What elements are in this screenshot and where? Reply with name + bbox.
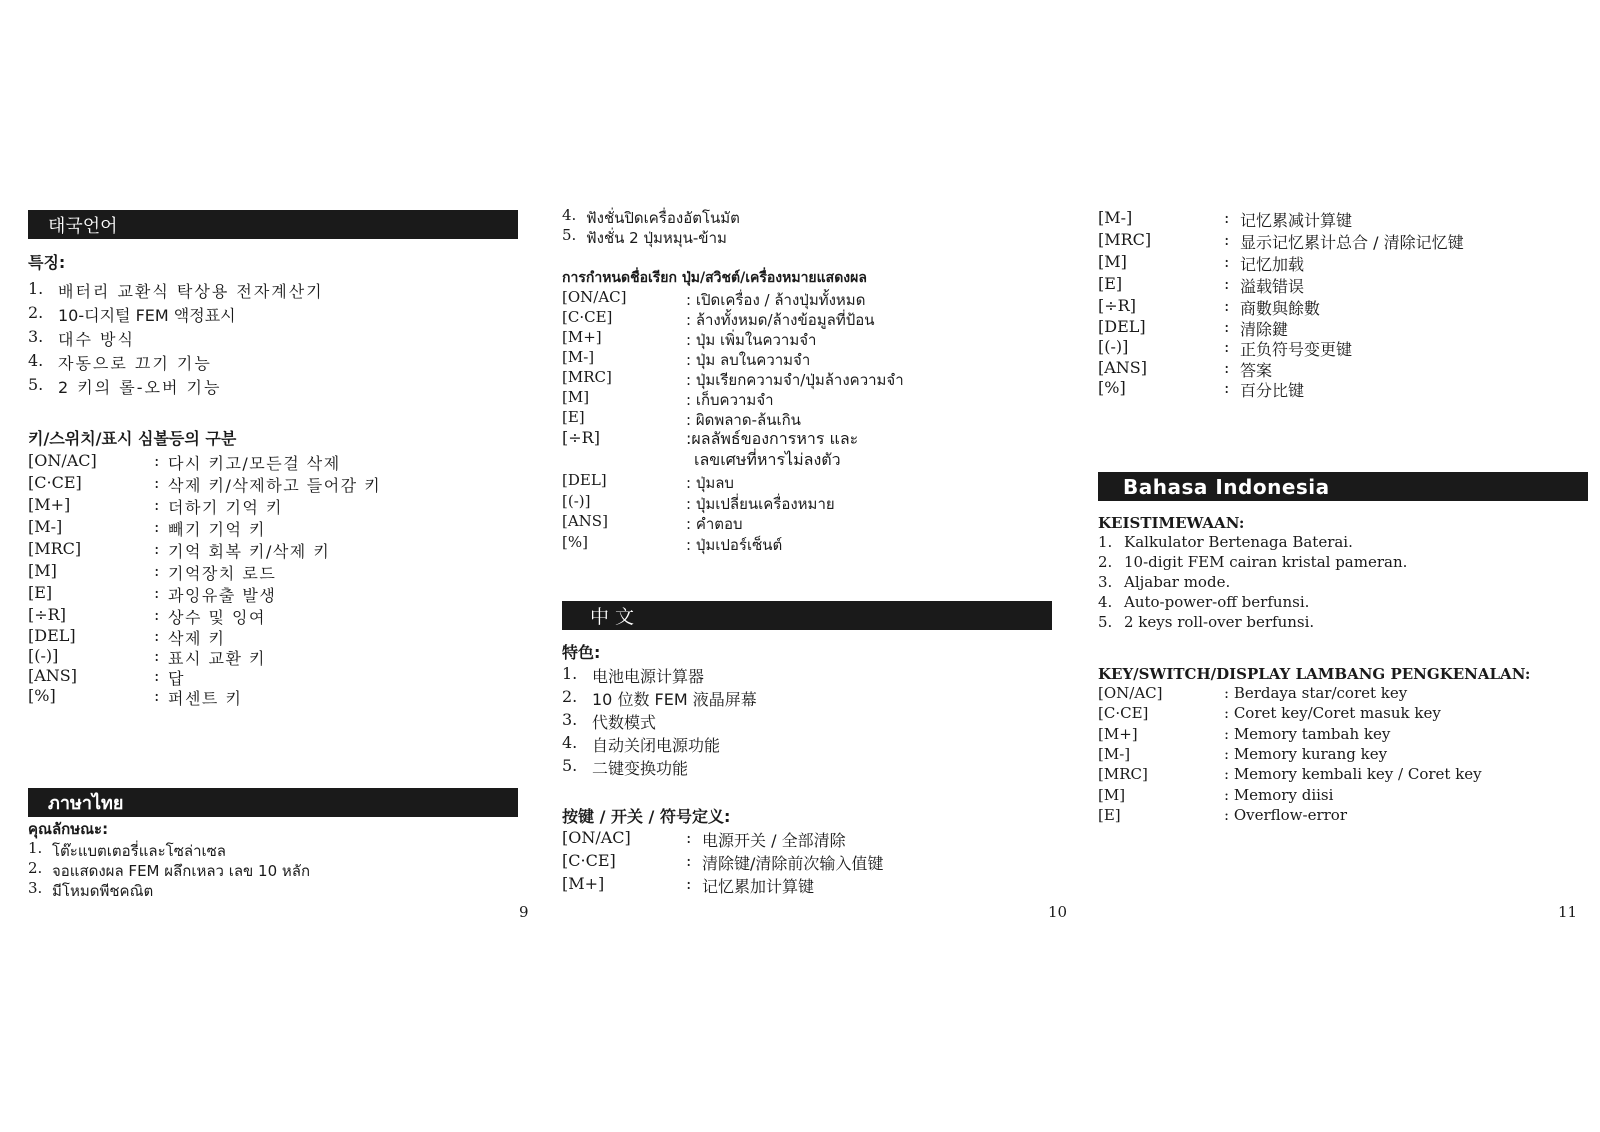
table-row — [562, 328, 1052, 348]
key-desc: : Memory diisi — [1224, 786, 1334, 804]
thai-section-banner — [28, 788, 518, 817]
table-row — [562, 512, 1052, 533]
indonesian-keys — [1098, 664, 1588, 826]
thai-keys-table — [562, 288, 1052, 553]
table-row — [562, 388, 1052, 408]
indonesian-features — [1098, 513, 1588, 633]
table-row: [÷R] : 상수 및 잉여 — [28, 605, 518, 626]
key-desc: 더하기 기억 키 — [168, 498, 283, 517]
key-label: [÷R] — [562, 428, 600, 447]
key-desc: : Memory kembali key / Coret key — [1224, 765, 1482, 783]
key-label: [÷R] — [28, 605, 66, 624]
item-number: 4. — [562, 733, 578, 752]
key-label: [%] — [562, 533, 588, 551]
table-row: [ANS] : 답 — [28, 666, 518, 686]
table-row — [562, 368, 1052, 388]
table-row — [562, 533, 1052, 553]
key-label: [DEL] — [562, 471, 607, 489]
item-text: ฟังชั่น 2 ปุ่มหมุน-ข้าม — [586, 229, 727, 247]
key-desc: : คำตอบ — [686, 515, 743, 533]
table-row: [M] : 기억장치 로드 — [28, 561, 518, 583]
page-10 — [562, 0, 1068, 1132]
table-row — [1098, 745, 1588, 765]
table-row: [C·CE] : 清除键/清除前次输入值键 — [562, 851, 1052, 874]
key-desc: 正负符号变更键 — [1240, 340, 1353, 359]
key-label: [M] — [562, 388, 590, 406]
chinese-keys-table-continued — [1098, 208, 1588, 398]
key-desc: : เปิดเครื่อง / ล้างปุ่มทั้งหมด — [686, 291, 866, 309]
list-item — [562, 687, 1052, 710]
item-number: 3. — [1098, 573, 1113, 591]
key-label: [ON/AC] — [562, 828, 631, 847]
key-label: [C·CE] — [1098, 704, 1149, 722]
table-row — [1098, 786, 1588, 806]
item-number: 2. — [562, 687, 578, 706]
list-item — [1098, 573, 1588, 593]
key-label: [M-] — [1098, 208, 1133, 227]
item-text: จอแสดงผล FEM ผลึกเหลว เลข 10 หลัก — [52, 862, 311, 880]
list-item — [1098, 553, 1588, 573]
key-desc: 기억 회복 키/삭제 키 — [168, 542, 331, 561]
key-desc: : ปุ่ม ลบในความจำ — [686, 351, 811, 369]
chinese-keys-heading: 按键 / 开关 / 符号定义: — [562, 807, 731, 826]
key-desc: : Memory tambah key — [1224, 725, 1391, 743]
indonesian-keys-table — [1098, 684, 1588, 826]
key-label: [%] — [1098, 378, 1126, 397]
item-text: 대수 방식 — [58, 330, 135, 349]
thai-features-heading: คุณลักษณะ: — [28, 820, 109, 838]
korean-features — [28, 252, 518, 399]
key-desc: : ผิดพลาด-ล้นเกิน — [686, 411, 801, 429]
indonesian-keys-heading: KEY/SWITCH/DISPLAY LAMBANG PENGKENALAN: — [1098, 665, 1531, 683]
list-item — [28, 279, 518, 303]
item-number: 1. — [28, 279, 44, 298]
item-number: 1. — [28, 839, 43, 857]
key-desc: : Overflow-error — [1224, 806, 1348, 824]
key-label: [MRC] — [1098, 765, 1148, 783]
list-item — [28, 375, 518, 399]
key-label: [(-)] — [1098, 337, 1129, 356]
korean-keys-table — [28, 451, 518, 706]
key-desc: 표시 교환 키 — [168, 649, 266, 668]
korean-keys-heading: 키/스위치/표시 심볼등의 구분 — [28, 429, 237, 448]
key-desc: 상수 및 잉여 — [168, 608, 266, 627]
thai-keys — [562, 268, 1052, 553]
table-row — [1098, 806, 1588, 826]
table-row: [M-] : 记忆累减计算键 — [1098, 208, 1588, 230]
key-desc: 기억장치 로드 — [168, 564, 277, 583]
table-row: [DEL] : 삭제 키 — [28, 626, 518, 646]
key-desc — [686, 428, 1052, 471]
item-text: 电池电源计算器 — [592, 667, 705, 686]
key-desc: 답 — [168, 669, 185, 688]
key-label: [E] — [562, 408, 585, 426]
item-text: 10-digit FEM cairan kristal pameran. — [1124, 553, 1408, 571]
key-label: [M-] — [562, 348, 595, 366]
key-desc: 电源开关 / 全部清除 — [702, 831, 846, 850]
key-label: [M] — [1098, 786, 1126, 804]
korean-keys — [28, 428, 518, 706]
list-item — [562, 206, 1052, 226]
item-text: โต๊ะแบตเตอรี่และโซล่าเซล — [52, 842, 226, 860]
key-desc: : ปุ่มเปลี่ยนเครื่องหมาย — [686, 495, 835, 513]
key-desc: 显示记忆累计总合 / 清除记忆键 — [1240, 233, 1464, 252]
list-item — [562, 710, 1052, 733]
thai-features-continued — [562, 206, 1052, 246]
key-desc: 记忆加载 — [1240, 255, 1305, 274]
item-text: 二键变换功能 — [592, 759, 689, 778]
key-label: [E] — [1098, 274, 1123, 293]
table-row: [ON/AC] : 电源开关 / 全部清除 — [562, 828, 1052, 851]
key-label: [ON/AC] — [1098, 684, 1163, 702]
key-desc-line-2: เลขเศษที่หารไม่ลงตัว — [694, 450, 841, 469]
item-text: Aljabar mode. — [1124, 573, 1231, 591]
key-label: [M+] — [1098, 725, 1138, 743]
key-desc: 商數與餘數 — [1240, 299, 1321, 318]
table-row — [1098, 704, 1588, 725]
key-label: [M-] — [1098, 745, 1131, 763]
list-item — [562, 664, 1052, 687]
item-number: 3. — [28, 327, 44, 346]
item-text: 배터리 교환식 탁상용 전자계산기 — [58, 282, 324, 301]
key-desc: : เก็บความจำ — [686, 391, 774, 409]
table-row — [562, 492, 1052, 512]
indonesian-features-heading: KEISTIMEWAAN: — [1098, 514, 1245, 532]
key-desc: 答案 — [1240, 361, 1273, 380]
list-item — [1098, 533, 1588, 553]
banner-text: 中文 — [590, 606, 641, 628]
table-row: [ANS] : 答案 — [1098, 358, 1588, 378]
key-desc: 记忆累减计算键 — [1240, 211, 1353, 230]
key-desc-line-1: :ผลลัพธ์ของการหาร และ — [686, 429, 859, 448]
table-row: [ON/AC] : 다시 키고/모든걸 삭제 — [28, 451, 518, 473]
key-label: [M] — [28, 561, 57, 580]
item-number: 4. — [562, 206, 577, 224]
key-desc: : Coret key/Coret masuk key — [1224, 704, 1441, 722]
item-text: 自动关闭电源功能 — [592, 736, 721, 755]
table-row — [562, 408, 1052, 428]
key-desc: 清除鍵 — [1240, 320, 1289, 339]
list-item — [28, 879, 518, 899]
page-number: 11 — [1558, 903, 1578, 921]
item-text: 2 키의 롤-오버 기능 — [58, 378, 222, 397]
list-item — [1098, 593, 1588, 613]
list-item — [28, 839, 518, 859]
key-label: [DEL] — [1098, 317, 1146, 336]
item-number: 4. — [1098, 593, 1113, 611]
item-text: มีโหมดพีชคณิต — [52, 882, 154, 900]
table-row: [M-] : 빼기 기억 키 — [28, 517, 518, 539]
indonesian-features-list — [1098, 533, 1588, 633]
key-desc: : Berdaya star/coret key — [1224, 684, 1408, 702]
key-label: [C·CE] — [562, 851, 616, 870]
key-desc: 다시 키고/모든걸 삭제 — [168, 454, 341, 473]
key-label: [M+] — [562, 328, 602, 346]
korean-features-heading: 특징: — [28, 253, 66, 272]
table-row — [562, 428, 1052, 471]
item-number: 5. — [28, 375, 44, 394]
table-row: [E] : 과잉유출 발생 — [28, 583, 518, 605]
item-number: 2. — [28, 859, 43, 877]
list-item — [1098, 613, 1588, 633]
key-label: [M+] — [562, 874, 605, 893]
page-number: 10 — [1048, 903, 1068, 921]
key-label: [C·CE] — [562, 308, 613, 326]
list-item — [28, 327, 518, 351]
key-desc: 퍼센트 키 — [168, 689, 243, 708]
key-desc: 삭제 키/삭제하고 들어감 키 — [168, 476, 382, 495]
table-row — [562, 471, 1052, 492]
key-label: [M-] — [28, 517, 63, 536]
chinese-keys-table — [562, 828, 1052, 897]
table-row — [1098, 765, 1588, 786]
korean-features-list — [28, 279, 518, 399]
key-label: [ANS] — [562, 512, 608, 530]
item-number: 2. — [1098, 553, 1113, 571]
chinese-features-list — [562, 664, 1052, 779]
item-text: 代数模式 — [592, 713, 657, 732]
thai-features — [28, 819, 518, 899]
item-number: 4. — [28, 351, 44, 370]
chinese-features — [562, 642, 1052, 779]
table-row: [DEL] : 清除鍵 — [1098, 317, 1588, 337]
thai-keys-heading: การกำหนดชื่อเรียก ปุ่ม/สวิชต์/เครื่องหมายแสดงผล — [562, 270, 867, 286]
item-number: 3. — [28, 879, 43, 897]
key-label: [DEL] — [28, 626, 76, 645]
key-label: [ON/AC] — [562, 288, 627, 306]
key-label: [(-)] — [562, 492, 591, 510]
chinese-keys-continued — [1098, 208, 1588, 398]
table-row — [562, 288, 1052, 308]
table-row: [(-)] : 正负符号变更键 — [1098, 337, 1588, 358]
key-desc: 빼기 기억 키 — [168, 520, 266, 539]
key-desc: 记忆累加计算键 — [702, 877, 815, 896]
banner-text: 태국언어 — [48, 215, 118, 237]
list-item — [562, 733, 1052, 756]
chinese-section-banner — [562, 601, 1052, 630]
key-desc: 삭제 키 — [168, 629, 226, 648]
key-desc: : ล้างทั้งหมด/ล้างข้อมูลที่ป้อน — [686, 311, 875, 329]
item-number: 5. — [562, 226, 577, 244]
page-number: 9 — [519, 903, 529, 921]
item-number: 2. — [28, 303, 44, 322]
table-row: [%] : 퍼센트 키 — [28, 686, 518, 706]
banner-text: ภาษาไทย — [48, 793, 124, 814]
key-label: [ON/AC] — [28, 451, 97, 470]
key-label: [E] — [28, 583, 53, 602]
key-label: [(-)] — [28, 646, 59, 665]
indonesian-section-banner — [1098, 472, 1588, 501]
item-number: 3. — [562, 710, 578, 729]
page-9 — [28, 0, 529, 1132]
list-item — [28, 859, 518, 879]
key-label: [÷R] — [1098, 296, 1136, 315]
key-desc: : ปุ่มเรียกความจำ/ปุ่มล้างความจำ — [686, 371, 904, 389]
table-row: [M] : 记忆加载 — [1098, 252, 1588, 274]
item-text: Auto-power-off berfunsi. — [1124, 593, 1310, 611]
key-desc: 百分比键 — [1240, 381, 1305, 400]
item-number: 1. — [562, 664, 578, 683]
key-label: [M+] — [28, 495, 71, 514]
chinese-features-heading: 特色: — [562, 643, 601, 662]
table-row: [M+] : 记忆累加计算键 — [562, 874, 1052, 897]
list-item — [28, 351, 518, 375]
banner-text: Bahasa Indonesia — [1123, 474, 1330, 499]
thai-features-list-continued — [562, 206, 1052, 246]
item-text: 자동으로 끄기 기능 — [58, 354, 212, 373]
table-row — [1098, 684, 1588, 704]
key-label: [M] — [1098, 252, 1127, 271]
table-row: [M+] : 더하기 기억 키 — [28, 495, 518, 517]
item-number: 5. — [1098, 613, 1113, 631]
table-row: [%] : 百分比键 — [1098, 378, 1588, 398]
key-desc: 과잉유출 발생 — [168, 586, 277, 605]
list-item — [28, 303, 518, 327]
key-label: [MRC] — [1098, 230, 1152, 249]
list-item — [562, 226, 1052, 246]
item-number: 1. — [1098, 533, 1113, 551]
key-label: [MRC] — [562, 368, 612, 386]
table-row: [MRC] : 기억 회복 키/삭제 키 — [28, 539, 518, 561]
table-row — [562, 308, 1052, 328]
thai-features-list — [28, 839, 518, 899]
table-row: [E] : 溢载错误 — [1098, 274, 1588, 296]
table-row: [÷R] : 商數與餘數 — [1098, 296, 1588, 317]
key-label: [%] — [28, 686, 56, 705]
key-label: [MRC] — [28, 539, 82, 558]
item-text: ฟังชั่นปิดเครื่องอัตโนมัต — [586, 209, 740, 227]
key-label: [ANS] — [28, 666, 77, 685]
key-label: [C·CE] — [28, 473, 82, 492]
key-label: [ANS] — [1098, 358, 1147, 377]
key-desc: 清除键/清除前次输入值键 — [702, 854, 884, 873]
korean-section-banner — [28, 210, 518, 239]
key-desc: : ปุ่มลบ — [686, 474, 734, 492]
table-row: [C·CE] : 삭제 키/삭제하고 들어감 키 — [28, 473, 518, 495]
table-row — [1098, 725, 1588, 745]
item-number: 5. — [562, 756, 578, 775]
key-desc: 溢载错误 — [1240, 277, 1305, 296]
item-text: 10 位数 FEM 液晶屏幕 — [592, 690, 757, 709]
item-text: 10-디지털 FEM 액정표시 — [58, 306, 236, 325]
table-row: [(-)] : 표시 교환 키 — [28, 646, 518, 666]
item-text: 2 keys roll-over berfunsi. — [1124, 613, 1315, 631]
list-item — [562, 756, 1052, 779]
key-label: [E] — [1098, 806, 1121, 824]
item-text: Kalkulator Bertenaga Baterai. — [1124, 533, 1353, 551]
key-desc: : ปุ่ม เพิ่มในความจำ — [686, 331, 817, 349]
key-desc: : Memory kurang key — [1224, 745, 1388, 763]
chinese-keys — [562, 806, 1052, 897]
table-row — [562, 348, 1052, 368]
page-11 — [1098, 0, 1590, 1132]
key-desc: : ปุ่มเปอร์เซ็นต์ — [686, 536, 783, 554]
table-row: [MRC] : 显示记忆累计总合 / 清除记忆键 — [1098, 230, 1588, 252]
